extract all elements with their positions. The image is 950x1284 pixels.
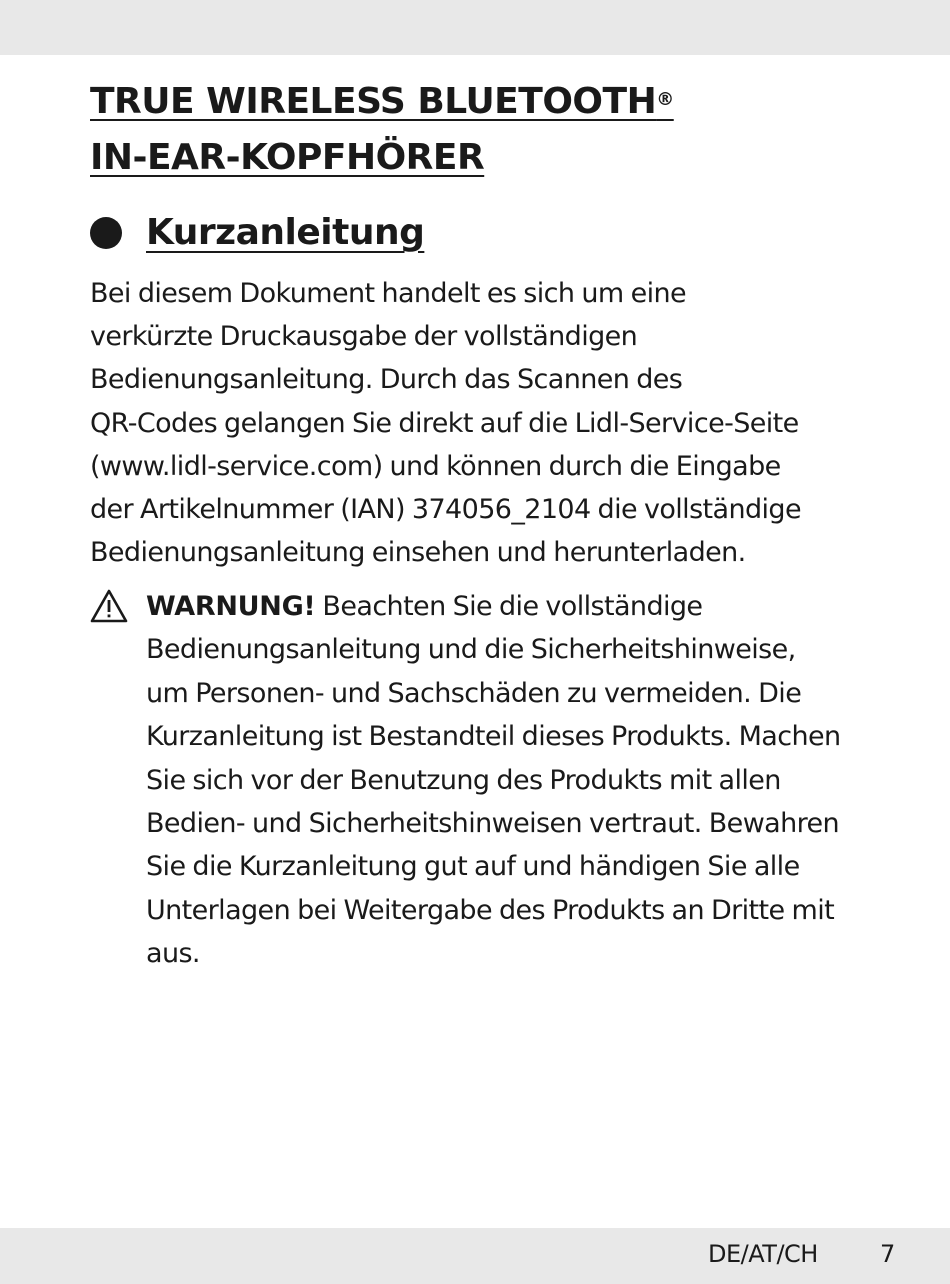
warning-line: um Personen- und Sachschäden zu vermeiden. Die [146, 677, 802, 709]
registered-mark: ® [656, 89, 674, 110]
intro-line: Bedienungsanleitung. Durch das Scannen des [90, 364, 683, 396]
warning-line: Bedien- und Sicherheitshinweisen vertraut. Bewahren [146, 808, 840, 840]
footer-languages: DE/AT/CH [708, 1240, 818, 1268]
bullet-dot-icon [90, 217, 122, 249]
warning-triangle-icon [90, 589, 128, 623]
warning-first-line [146, 585, 890, 628]
warning-first-line-text: Beachten Sie die vollständige [315, 591, 703, 622]
page-title [90, 74, 674, 186]
warning-line: Sie sich vor der Benutzung des Produkts mit allen [146, 764, 781, 796]
intro-line: (www.lidl-service.com) und können durch die Eingabe [90, 450, 781, 482]
warning-line: Bedienungsanleitung und die Sicherheitshinweise, [146, 634, 796, 666]
warning-line: Sie die Kurzanleitung gut auf und händigen Sie alle [146, 851, 800, 883]
warning-line: Kurzanleitung ist Bestandteil dieses Produkts. Machen [146, 721, 841, 753]
warning-line: aus. [146, 938, 200, 970]
section-heading [90, 212, 424, 253]
top-band [0, 0, 950, 55]
warning-label: WARNUNG! [146, 591, 316, 622]
title-line-1 [90, 74, 674, 130]
title-line-2-text: IN-EAR-KOPFHÖRER [90, 137, 485, 178]
intro-line: QR-Codes gelangen Sie direkt auf die Lidl-Service-Seite [90, 407, 799, 439]
intro-line: Bedienungsanleitung einsehen und herunterladen. [90, 537, 746, 569]
intro-line: der Artikelnummer (IAN) 374056_2104 die vollständige [90, 494, 801, 526]
warning-line: Unterlagen bei Weitergabe des Produkts an Dritte mit [146, 894, 835, 926]
page-number: 7 [880, 1240, 896, 1268]
intro-line: verkürzte Druckausgabe der vollständigen [90, 321, 638, 353]
title-line-2 [90, 130, 674, 186]
section-title: Kurzanleitung [146, 212, 425, 253]
title-line-1-text: TRUE WIRELESS BLUETOOTH [90, 81, 657, 122]
intro-line: Bei diesem Dokument handelt es sich um eine [90, 278, 687, 309]
warning-block [90, 585, 890, 976]
intro-paragraph [90, 272, 880, 574]
warning-text [146, 585, 890, 976]
